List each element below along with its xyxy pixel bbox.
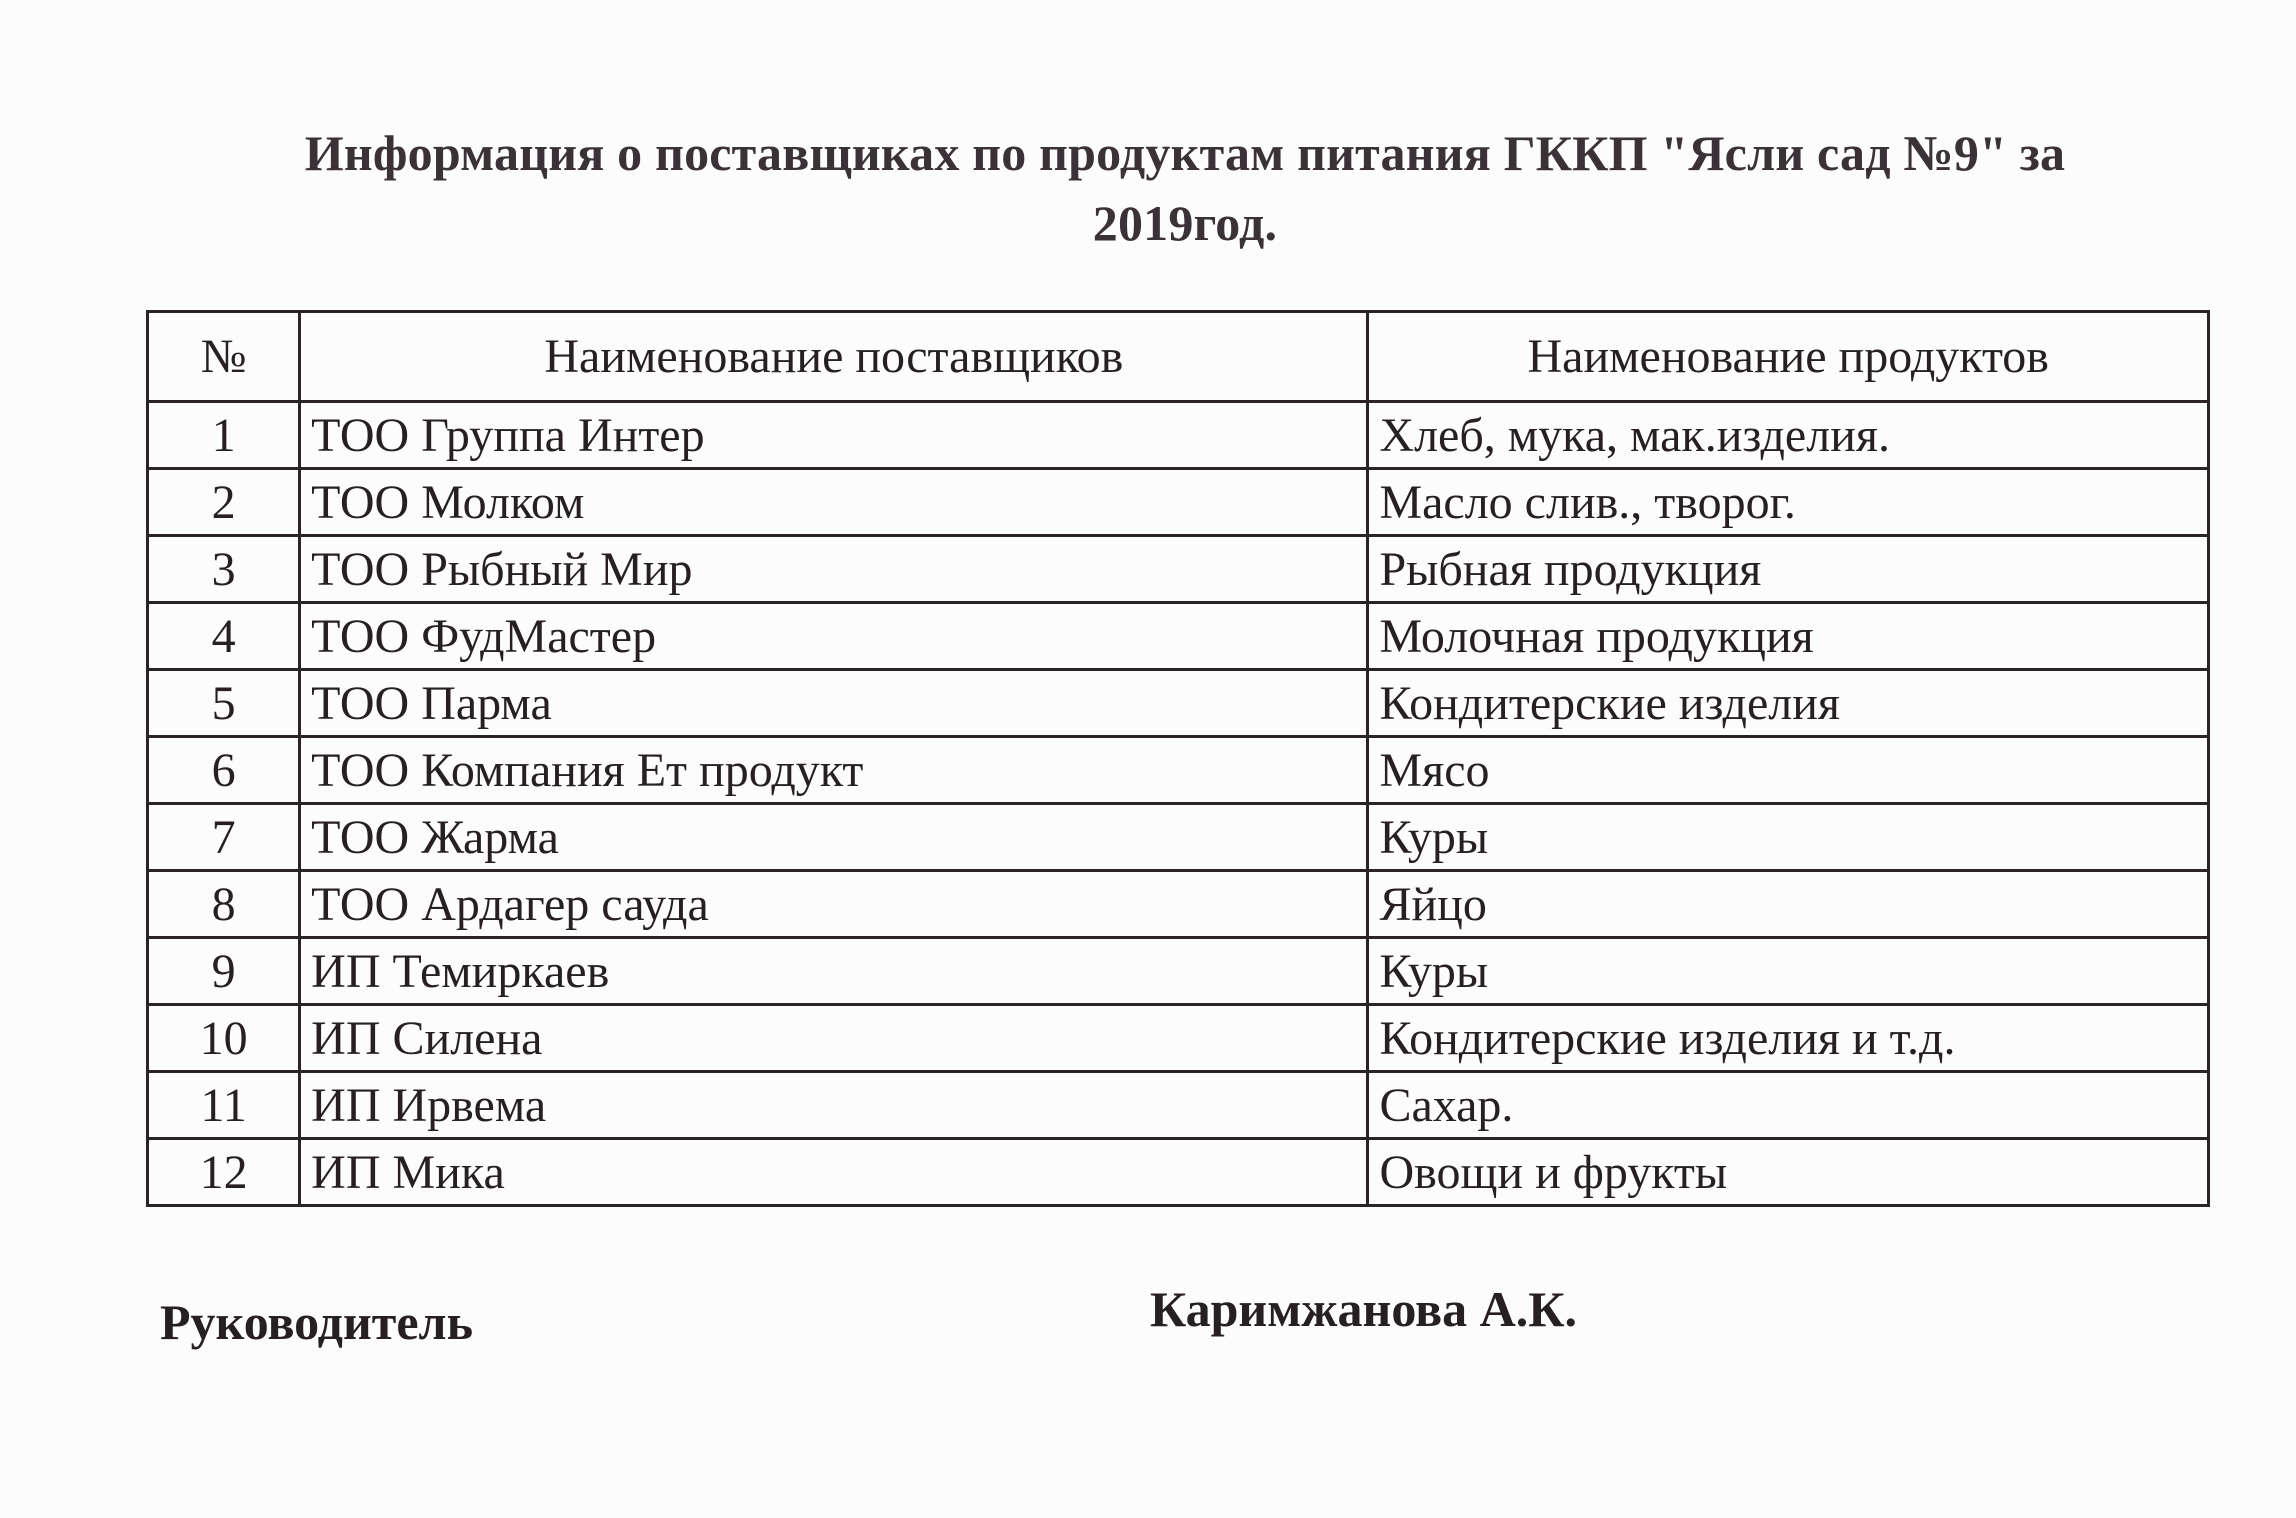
row-products: Сахар. — [1368, 1072, 2209, 1139]
row-number: 11 — [148, 1072, 300, 1139]
row-supplier: ТОО Жарма — [300, 804, 1368, 871]
table-row — [148, 1072, 2209, 1139]
row-number: 10 — [148, 1005, 300, 1072]
signature-role: Руководитель — [160, 1294, 474, 1350]
row-products: Рыбная продукция — [1368, 536, 2209, 603]
row-supplier: ТОО Парма — [300, 670, 1368, 737]
row-number: 3 — [148, 536, 300, 603]
row-number: 8 — [148, 871, 300, 938]
table-row — [148, 1139, 2209, 1206]
table-header-row — [148, 312, 2209, 402]
row-products: Яйцо — [1368, 871, 2209, 938]
row-products: Молочная продукция — [1368, 603, 2209, 670]
row-number: 4 — [148, 603, 300, 670]
suppliers-table — [146, 310, 2210, 1207]
row-supplier: ИП Темиркаев — [300, 938, 1368, 1005]
row-number: 1 — [148, 402, 300, 469]
row-supplier: ТОО Компания Ет продукт — [300, 737, 1368, 804]
table-row — [148, 1005, 2209, 1072]
row-number: 7 — [148, 804, 300, 871]
title-line-2: 2019год. — [1092, 195, 1278, 251]
row-supplier: ИП Силена — [300, 1005, 1368, 1072]
row-products: Кондитерские изделия и т.д. — [1368, 1005, 2209, 1072]
row-products: Куры — [1368, 938, 2209, 1005]
row-supplier: ТОО ФудМастер — [300, 603, 1368, 670]
table-row — [148, 469, 2209, 536]
header-number: № — [148, 312, 300, 402]
row-products: Мясо — [1368, 737, 2209, 804]
row-number: 2 — [148, 469, 300, 536]
row-number: 12 — [148, 1139, 300, 1206]
row-supplier: ТОО Ардагер сауда — [300, 871, 1368, 938]
row-products: Хлеб, мука, мак.изделия. — [1368, 402, 2209, 469]
row-supplier: ТОО Молком — [300, 469, 1368, 536]
row-supplier: ИП Ирвема — [300, 1072, 1368, 1139]
header-supplier-name: Наименование поставщиков — [300, 312, 1368, 402]
row-products: Овощи и фрукты — [1368, 1139, 2209, 1206]
row-products: Масло слив., творог. — [1368, 469, 2209, 536]
table-row — [148, 938, 2209, 1005]
signature-name: Каримжанова А.К. — [1150, 1281, 1577, 1337]
title-line-1: Информация о поставщиках по продуктам питания ГККП "Ясли сад №9" за — [304, 125, 2066, 181]
row-supplier: ТОО Группа Интер — [300, 402, 1368, 469]
row-number: 9 — [148, 938, 300, 1005]
table-row — [148, 603, 2209, 670]
row-products: Куры — [1368, 804, 2209, 871]
table-row — [148, 804, 2209, 871]
table-row — [148, 670, 2209, 737]
row-number: 6 — [148, 737, 300, 804]
table-row — [148, 871, 2209, 938]
row-number: 5 — [148, 670, 300, 737]
table-row — [148, 536, 2209, 603]
row-supplier: ТОО Рыбный Мир — [300, 536, 1368, 603]
row-products: Кондитерские изделия — [1368, 670, 2209, 737]
document-title — [190, 118, 2180, 258]
table-row — [148, 737, 2209, 804]
row-supplier: ИП Мика — [300, 1139, 1368, 1206]
table-row — [148, 402, 2209, 469]
header-product-name: Наименование продуктов — [1368, 312, 2209, 402]
